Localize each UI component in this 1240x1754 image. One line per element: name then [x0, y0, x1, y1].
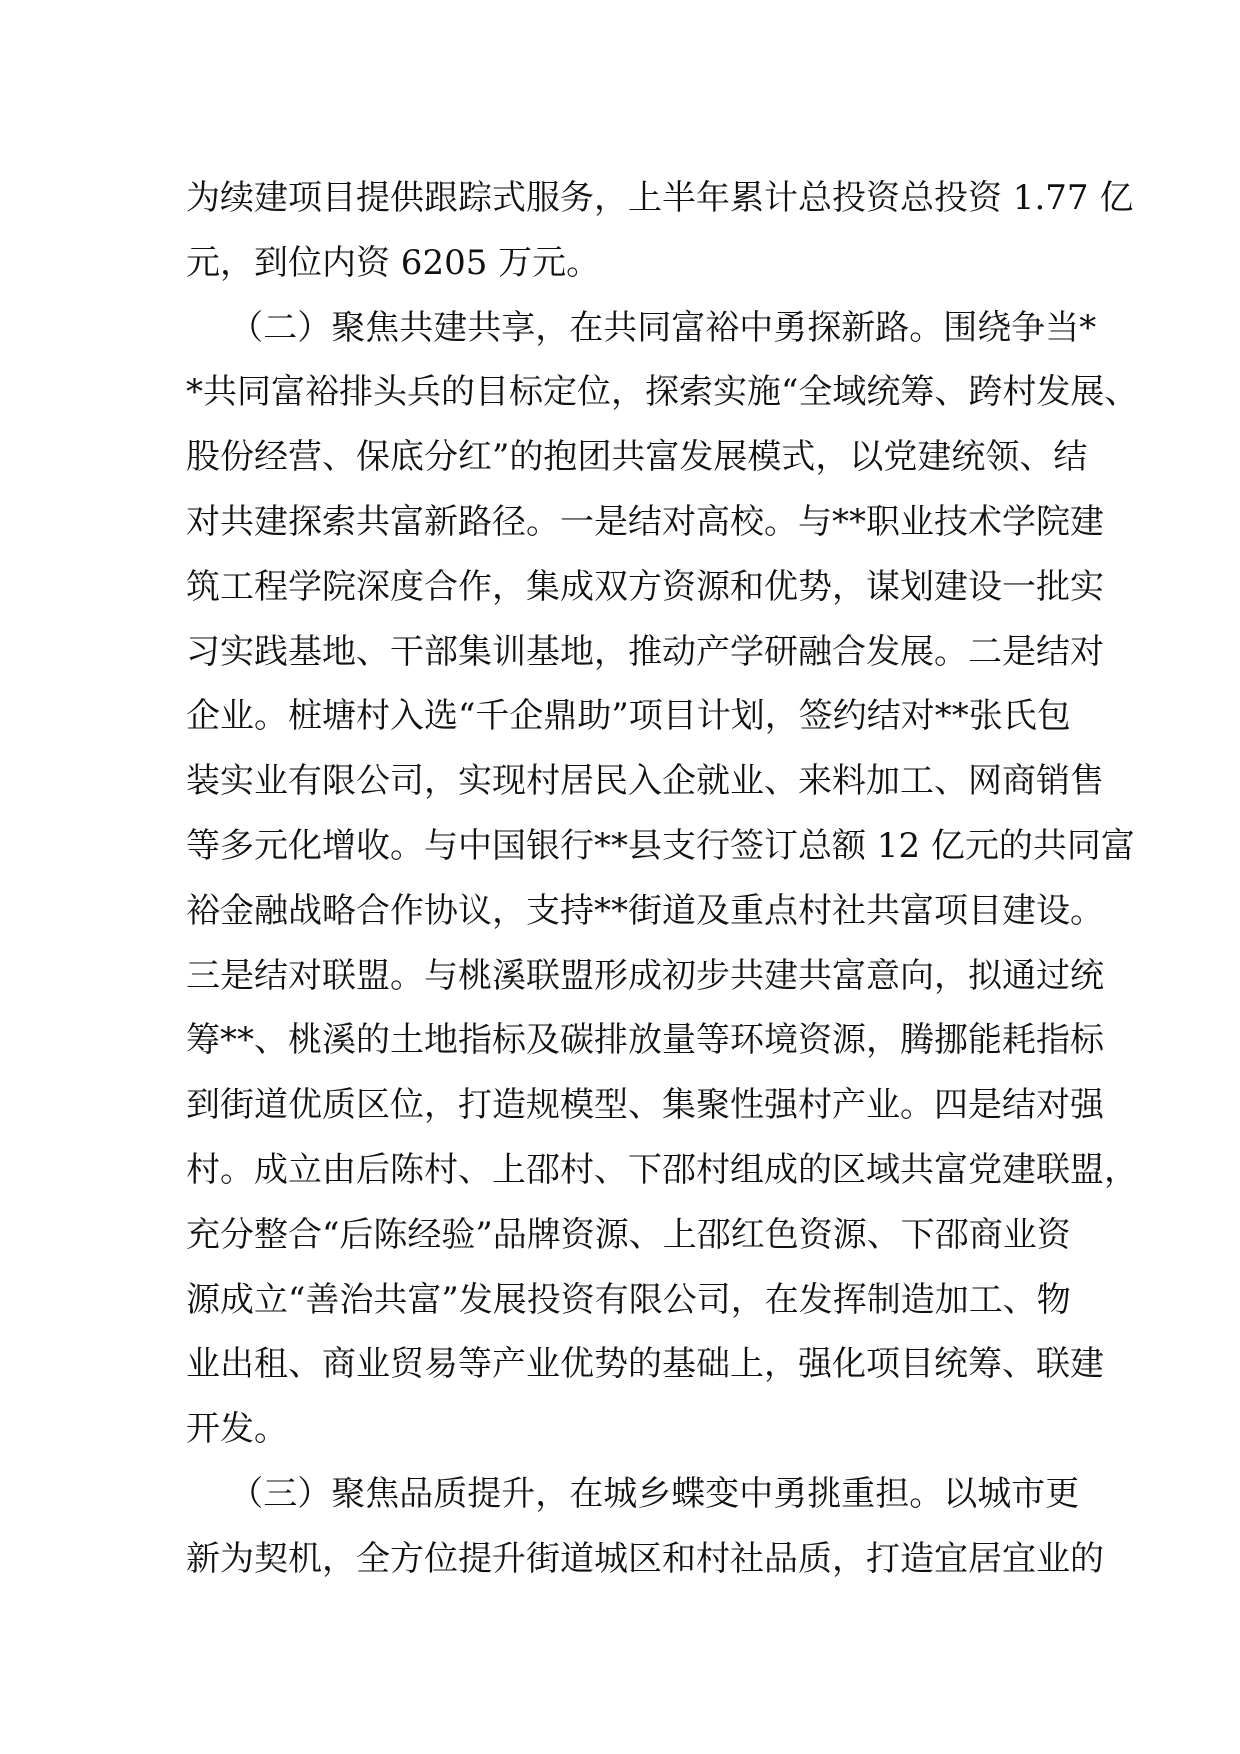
text-line: 装实业有限公司，实现村居民入企就业、来料加工、网商销售: [186, 761, 1104, 802]
text-line: 为续建项目提供跟踪式服务，上半年累计总投资总投资 1.77 亿: [186, 178, 1134, 218]
text-line: 筑工程学院深度合作，集成双方资源和优势，谋划建设一批实: [186, 566, 1104, 607]
text-line: 三是结对联盟。与桃溪联盟形成初步共建共富意向，拟通过统: [186, 955, 1104, 996]
text-line: 企业。桩塘村入选“千企鼎助”项目计划，签约结对**张氏包: [186, 696, 1071, 737]
text-line: *共同富裕排头兵的目标定位，探索实施“全域统筹、跨村发展、: [186, 372, 1139, 413]
text-line: 村。成立由后陈村、上邵村、下邵村组成的区域共富党建联盟，: [186, 1149, 1138, 1190]
text-line: 业出租、商业贸易等产业优势的基础上，强化项目统筹、联建: [186, 1344, 1104, 1385]
text-line: 充分整合“后陈经验”品牌资源、上邵红色资源、下邵商业资: [186, 1214, 1071, 1255]
text-line: 新为契机，全方位提升街道城区和村社品质，打造宜居宜业的: [186, 1538, 1104, 1579]
text-line: 元，到位内资 6205 万元。: [186, 242, 601, 283]
text-line: 习实践基地、干部集训基地，推动产学研融合发展。二是结对: [186, 631, 1104, 672]
body-text: [186, 166, 1139, 1592]
section-heading-line: （三）聚焦品质提升，在城乡蝶变中勇挑重担。以城市更: [186, 1473, 1080, 1514]
text-line: 裕金融战略合作协议，支持**街道及重点村社共富项目建设。: [186, 890, 1104, 931]
text-line: 开发。: [186, 1409, 288, 1450]
text-line: 到街道优质区位，打造规模型、集聚性强村产业。四是结对强: [186, 1085, 1104, 1126]
text-line: 股份经营、保底分红”的抱团共富发展模式，以党建统领、结: [186, 437, 1088, 478]
section-heading-line: （二）聚焦共建共享，在共同富裕中勇探新路。围绕争当*: [186, 307, 1097, 348]
text-line: 源成立“善治共富”发展投资有限公司，在发挥制造加工、物: [186, 1279, 1071, 1320]
text-line: 筹**、桃溪的土地指标及碳排放量等环境资源，腾挪能耗指标: [186, 1020, 1104, 1061]
text-line: 等多元化增收。与中国银行**县支行签订总额 12 亿元的共同富: [186, 825, 1135, 866]
text-line: 对共建探索共富新路径。一是结对高校。与**职业技术学院建: [186, 501, 1104, 542]
